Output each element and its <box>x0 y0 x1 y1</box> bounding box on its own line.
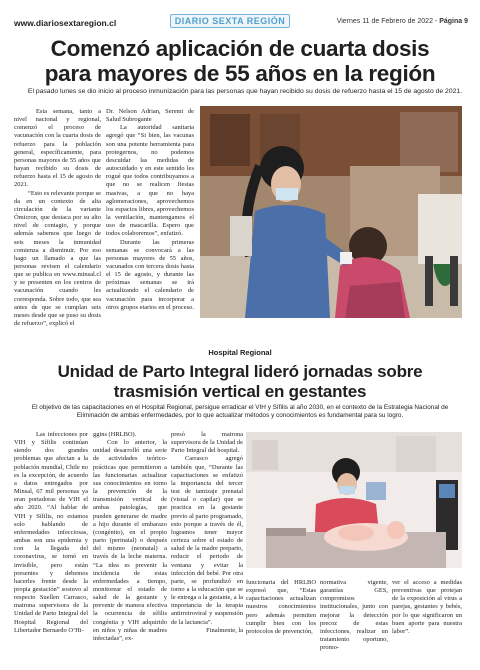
article2-column-5 <box>320 579 388 652</box>
article1-headline-line1: Comenzó aplicación de cuarta dosis <box>50 36 430 61</box>
article2-paragraph: Las infecciones por VIH y Sífilis continúan siendo dos grandes problemas que afectan a la población mundial, Chile no es la excepción, de acuerdo a datos entregados por Minsal, 67 mil personas ya eran portadoras de VIH el año 2020. “Al hablar de VIH y Sífilis, no estamos solo hablando de enfermedades infecciosas, ambas son una epidemia y con la llegada del coronavirus, se tornó en invisible, pero están presentes y debemos hacerles frente desde la propia gestación” sostuvo al respecto Suellen Carrasco, matrona supervisora de la Unidad de Parto Integral del Hospital Regional del Libertador Bernardo O’Hi- <box>14 431 88 634</box>
training-photo <box>246 432 462 568</box>
article2-paragraph: funcionaria del HRLBO expresó que, “Estas capacitaciones actualizan nuestros conocimientos pero además permiten cumplir bien con los protocolos de prevención, <box>246 579 316 635</box>
article2-lead: El objetivo de las capacitaciones en el Hospital Regional, persigue erradicar el VIH y Sífilis al año 2030, en el contexto de la Estrategia Nacional de Eliminación de ambas enfermedades, por lo que actualizar métodos y conocimientos es fundamental para su logro. <box>31 404 449 419</box>
article1-column-2 <box>106 108 194 312</box>
article2-paragraph: ggins (HRLBO). <box>93 431 137 438</box>
issue-info: Viernes 11 de Febrero de 2022 - Página 9 <box>336 18 468 25</box>
article2-column-2 <box>93 431 167 643</box>
article1-paragraph: Durante las primeras semanas se convocará a las personas mayores de 55 años, vacunados con tercera dosis hasta el 15 de agosto, y durante las próximas semanas se irá actualizando el calendario de vacunación para incorporar a otros grupos etarios en el proceso. <box>106 238 194 311</box>
article1-headline <box>0 36 480 86</box>
article2-headline-line2: trasmisión vertical en gestantes <box>113 381 367 401</box>
article1-paragraph: “Esto es relevante porque se da en un contexto de alta circulación de la variante Ómicron, que destaca por su alto nivel de contagio, y porque además sabemos que luego de seis meses la inmunidad comienza a disminuir. Por eso hago un llamado a que las personas revisen el calendario que se publica en www.minsal.cl y se presenten en los centros de vacunación cuando les corresponda. Sobre todo, que sea antes de que se cumplan seis meses desde que se puso su dosis de refuerzo”, explicó el <box>14 189 101 328</box>
article1-paragraph: Dr. Nelson Adrian, Seremi de Salud Subrogante <box>106 108 194 124</box>
article2-kicker: Hospital Regional <box>208 348 272 357</box>
article1-headline-line2: para mayores de 55 años en la región <box>44 61 436 86</box>
article2-paragraph: ver el acceso a medidas preventivas que protejan de la exposición al virus a parejas, gestantes y bebés, por lo que significaron un buen aporte para nuestra labor”. <box>392 579 462 635</box>
article2-column-1 <box>14 431 88 635</box>
vaccination-photo-illustration <box>200 106 462 318</box>
page-header <box>0 0 480 28</box>
article1-column-1 <box>14 108 101 328</box>
article2-column-6 <box>392 579 462 636</box>
article1-paragraph: Esta semana, tanto a nivel nacional y regional, comenzó el proceso de vacunación con la cuarta dosis de refuerzo para la población general, específicamente, para personas mayores de 55 años que hayan recibido su dosis de refuerzo hasta el 15 de agosto de 2021. <box>14 108 101 189</box>
article2-column-3 <box>171 431 243 635</box>
article2-paragraph: presó la matrona supervisora de la Unidad de Parto Integral del hospital. <box>171 431 243 455</box>
article2-paragraph: Con lo anterior, la unidad desarrolló una serie de actividades teórico-prácticas que permitieron a las funcionarias actualizar sus conocimientos en torno la prevención de la transmisión vertical de ambas patologías, que pueden generarse de madre a hijo durante el embarazo (congénito), en el propio parto (perinatal) o después del mismo (neonatal) a través de la leche materna. “La idea es prevenir la incidencia de estas enfermedades a tiempo, monitorear el estado de salud de la gestante y prevenir de manera efectiva la ocurrencia de sífilis congénita y VIH adquirido en niños y niñas de madres infectadas”, ex- <box>93 439 167 642</box>
article2-paragraph: Finalmente, la <box>206 626 243 634</box>
vaccination-photo <box>200 106 462 318</box>
site-url[interactable]: www.diariosextaregion.cl <box>14 18 117 28</box>
article2-column-4 <box>246 579 316 636</box>
article2-headline-line1: Unidad de Parto Integral lideró jornadas sobre <box>57 362 423 381</box>
article1-paragraph: La autoridad sanitaria agregó que “Si bien, las vacunas son una potente herramienta para protegernos, no podemos descuidar las medidas de autocuidado y en este sentido les rogué que todos contribuyamos a que no se realicen fiestas masivas, a que no haya aglomeraciones, aprovechemos los espacios libres, aprovechemos la ventilación, mantengamos el uso de mascarilla. Espero que todos colaboremos”, enfatizó. <box>106 124 194 238</box>
article2-paragraph: Carrasco agregó también que, “Durante las capacitaciones se enfatizó la importancia del tercer test de tamizaje prenatal (visual o capilar) que se practica en la gestante previo al parto programado, esto porque a través de él, logramos tener mayor certeza sobre el estado de salud de la madre preparto, reducir el periodo de ventana y evitar la infección del bebé. Por otra parte, se profundizó en torno a la educación que se le entrega a la gestante, a la importancia de la terapia antirretroviral y suspensión de la lactancia”. <box>171 455 243 626</box>
training-photo-illustration <box>246 432 462 568</box>
article2-headline <box>0 362 480 401</box>
newspaper-brand: DIARIO SEXTA REGIÓN <box>170 14 290 28</box>
article1-lead: El pasado lunes se dio inicio al proceso inmunización para las personas que hayan recibido su dosis de refuerzo hasta el 15 de agosto de 2021. <box>27 88 463 95</box>
article2-paragraph: normativa vigente, garantías GES, compromisos institucionales, junto con mejorar la detección precoz de estas infecciones, realizar un tratamiento oportuno, promo- <box>320 579 388 652</box>
issue-date: Viernes 11 de Febrero de 2022 <box>336 18 433 25</box>
page-number: Página 9 <box>439 18 468 25</box>
